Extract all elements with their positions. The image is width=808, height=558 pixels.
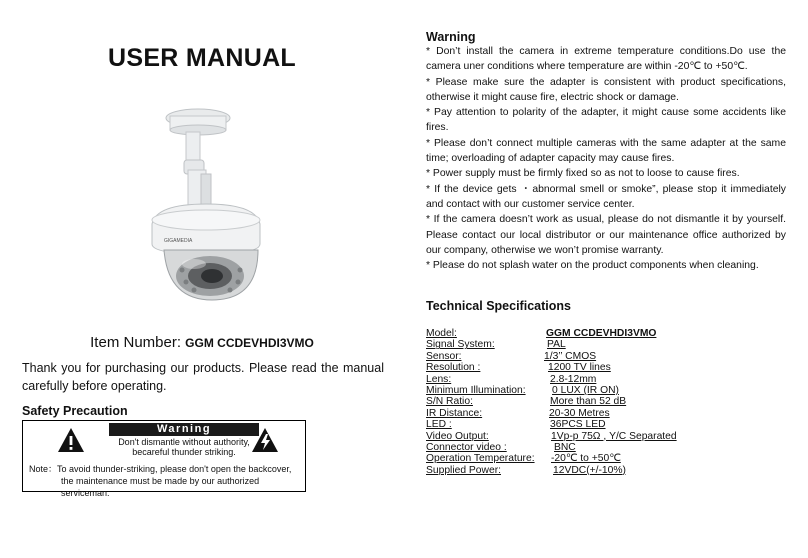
spec-row-model: [426, 328, 726, 339]
warning-list: [426, 44, 786, 273]
spec-key: Sensor:: [426, 350, 462, 362]
warning-badge: Warning: [109, 423, 259, 436]
spec-key: LED :: [426, 419, 452, 431]
warning-item: * Power supply must be firmly fixed so as not to loose to cause fires.: [426, 168, 740, 180]
warning-item: * Please don’t connect multiple cameras with the same adapter at the same time; overloading of adapter capacity may cause fires.: [426, 137, 786, 165]
spec-table: [426, 328, 726, 476]
spec-row-operation-temp: [426, 453, 726, 464]
item-number-value: GGM CCDEVHDI3VMO: [185, 336, 314, 350]
spec-key: Operation Temperature:: [426, 453, 535, 465]
thanks-line-1: Thank you for purchasing our products. Please read the manual: [22, 361, 384, 375]
note-line-2: the maintenance must be made by our authorized serviceman.: [61, 476, 260, 498]
manual-title: USER MANUAL: [107, 44, 297, 72]
warning-heading: Warning: [426, 30, 476, 44]
exclamation-warning-icon: [57, 427, 85, 453]
spec-value: GGM CCDEVHDI3VMO: [546, 328, 657, 339]
spec-row-signal: [426, 339, 726, 350]
technical-specifications-heading: Technical Specifications: [426, 299, 571, 313]
dont-line-2: becareful thunder striking.: [132, 447, 236, 457]
spec-key: Video Output:: [426, 430, 489, 442]
spec-value: 36PCS LED: [550, 419, 606, 431]
spec-row-lens: [426, 374, 726, 385]
spec-key: Signal System:: [426, 339, 495, 351]
warning-item: * Pay attention to polarity of the adapter, it might cause some accidents like fires.: [426, 107, 786, 134]
spec-row-power: [426, 465, 726, 476]
spec-row-led: [426, 419, 726, 430]
warning-item: * If the device gets ・abnormal smell or smoke”, please stop it immediately and contact with our customer service center.: [426, 183, 786, 210]
spec-value: -20℃ to +50℃: [551, 453, 621, 465]
spec-value: 1Vp-p 75Ω , Y/C Separated: [551, 430, 677, 442]
warning-item: * Please make sure the adapter is consistent with product specifications, otherwise it might cause fire, electric shock or damage.: [426, 76, 786, 103]
spec-value: BNC: [554, 441, 576, 453]
note-line-1: Note：To avoid thunder-striking, please don't open the backcover,: [29, 464, 292, 474]
item-number-line: [0, 334, 404, 351]
spec-row-video-output: [426, 431, 726, 442]
spec-key: Connector video :: [426, 441, 507, 453]
lightning-warning-icon: [251, 427, 279, 453]
spec-key: Supplied Power:: [426, 464, 501, 476]
warning-label-box: [22, 420, 306, 498]
spec-row-resolution: [426, 362, 726, 373]
spec-value: 2.8-12mm: [550, 373, 597, 385]
spec-row-sensor: [426, 351, 726, 362]
spec-key: IR Distance:: [426, 407, 483, 419]
spec-key: Lens:: [426, 373, 452, 385]
thanks-line-2: carefully before operating.: [22, 379, 167, 393]
warning-item: * Don’t install the camera in extreme temperature conditions.Do use the camera uner conditions where temperature are within -20℃ to +50℃.: [426, 46, 786, 73]
spec-key: Minimum Illumination:: [426, 384, 526, 396]
spec-row-illumination: [426, 385, 726, 396]
spec-row-sn-ratio: [426, 396, 726, 407]
spec-row-connector: [426, 442, 726, 453]
warning-item: * Please do not splash water on the product components when cleaning.: [426, 260, 759, 272]
svg-text:GIGAMEDIA: GIGAMEDIA: [164, 238, 193, 244]
thank-you-paragraph: [22, 359, 384, 395]
spec-key: S/N Ratio:: [426, 396, 473, 408]
spec-value: 20-30 Metres: [549, 407, 610, 419]
spec-value: 1200 TV lines: [548, 362, 611, 374]
item-number-label: Item Number:: [90, 334, 186, 351]
spec-value: 12VDC(+/-10%): [553, 464, 626, 476]
dome-camera-image: [146, 104, 266, 304]
warning-note-text: [29, 463, 305, 499]
dont-dismantle-text: [109, 437, 259, 457]
dont-line-1: Don't dismantle without authority,: [118, 437, 250, 447]
spec-value: More than 52 dB: [550, 396, 627, 408]
spec-value: 0 LUX (IR ON): [552, 384, 619, 396]
warning-item: * If the camera doesn’t work as usual, please do not dismantle it by yourself. Please contact our local distributor or our maintenance office authorized by our company, otherwise we won’t promise warranty.: [426, 214, 786, 256]
spec-value: 1/3’’ CMOS: [544, 350, 597, 362]
spec-value: PAL: [547, 339, 566, 351]
safety-precaution-heading: Safety Precaution: [22, 404, 128, 418]
spec-key: Model:: [426, 328, 457, 339]
spec-row-ir-distance: [426, 408, 726, 419]
spec-key: Resolution :: [426, 362, 481, 374]
